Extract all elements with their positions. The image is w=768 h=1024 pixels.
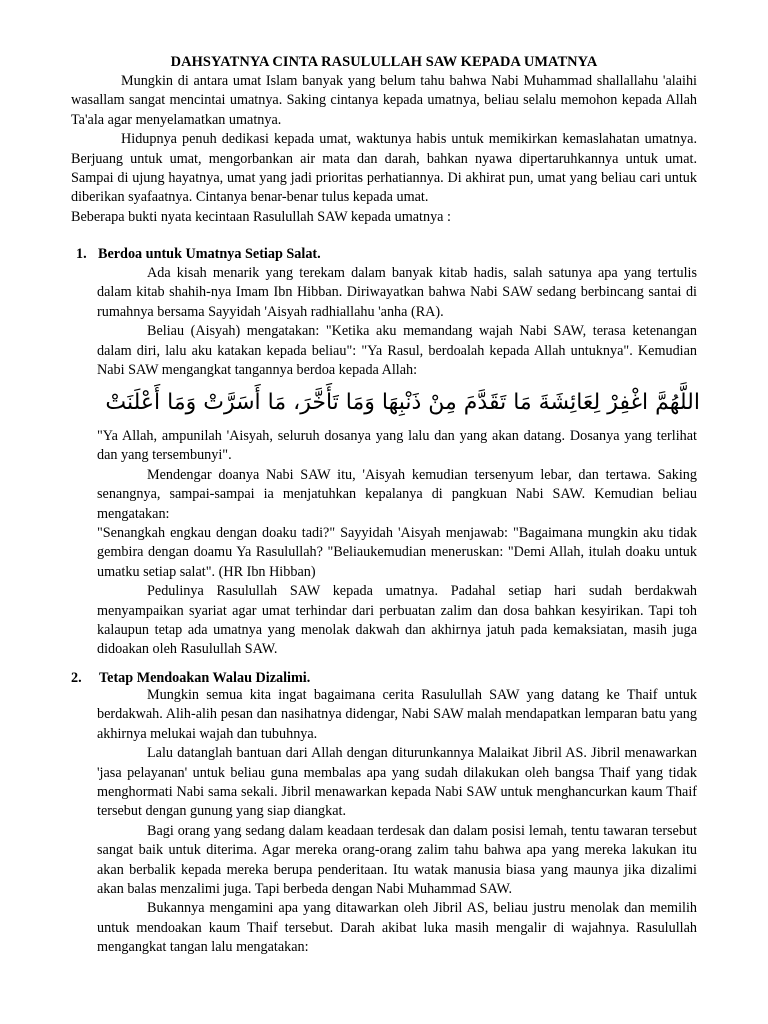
arabic-prayer: اللَّهُمَّ اغْفِرْ لِعَائِشَةَ مَا تَقَدَّمَ مِنْ ذَنْبِهَا وَمَا تَأَخَّرَ، مَا أَسَرَّتْ وَمَا أَعْلَنَتْ [105, 390, 700, 415]
section1-title: Berdoa untuk Umatnya Setiap Salat. [98, 246, 321, 262]
section2-paragraph-3: Bagi orang yang sedang dalam keadaan terdesak dan dalam posisi lemah, tentu tawaran tersebut sangat baik untuk diterima. Agar mereka orang-orang zalim tahu bahwa apa yang mereka lakukan itu akan berbalik kepada mereka berupa penderitaan. Itu watak manusia biasa yang maunya jika dizalimi akan balas menzalimi juga. Tapi berbeda dengan Nabi Muhammad SAW. [97, 822, 697, 898]
section1-heading [76, 245, 321, 264]
section2-paragraph-1: Mungkin semua kita ingat bagaimana cerita Rasulullah SAW yang datang ke Thaif untuk berdakwah. Alih-alih pesan dan nasihatnya didengar, Nabi SAW malah mendapatkan lemparan batu yang akhirnya melukai wajah dan tubuhnya. [97, 687, 697, 742]
section1-block-b [97, 427, 697, 660]
section1-paragraph-5: "Senangkah engkau dengan doaku tadi?" Sayyidah 'Aisyah menjawab: "Bagaimana mungkin aku tidak gembira dengan doamu Ya Rasulullah? "Beliaukemudian meneruskan: "Demi Allah, itulah doaku untuk umatku setiap salat". (HR Ibn Hibban) [97, 525, 697, 580]
section2-title: Tetap Mendoakan Walau Dizalimi. [99, 670, 311, 686]
section1-paragraph-3: "Ya Allah, ampunilah 'Aisyah, seluruh dosanya yang lalu dan yang akan datang. Dosanya yang terlihat dan yang tersembunyi". [97, 428, 697, 464]
intro-paragraph-2: Hidupnya penuh dedikasi kepada umat, waktunya habis untuk memikirkan kemaslahatan umatnya. Berjuang untuk umat, mengorbankan air mata dan darah, bahkan nyawa dipertaruhkannya untuk umat. Sampai di ujung hayatnya, umat yang jadi prioritas perhatiannya. Di akhirat pun, umat yang beliau cari untuk diberikan syafaatnya. Cintanya benar-benar tulus kepada umat. [71, 131, 697, 206]
section2-number: 2. [71, 670, 82, 686]
intro-paragraph-1: Mungkin di antara umat Islam banyak yang belum tahu bahwa Nabi Muhammad shallallahu 'alaihi wasallam sangat mencintai umatnya. Saking cintanya kepada umatnya, beliau selalu memohon kepada Allah Ta'ala agar menyelamatkan umatnya. [71, 73, 697, 128]
intro-block [71, 72, 697, 227]
intro-paragraph-3: Beberapa bukti nyata kecintaan Rasulullah SAW kepada umatnya : [71, 208, 451, 225]
section1-paragraph-4: Mendengar doanya Nabi SAW itu, 'Aisyah kemudian tersenyum lebar, dan tertawa. Saking senangnya, sampai-sampai ia menjatuhkan kepalanya di pangkuan Nabi SAW. Kemudian beliau mengatakan: [97, 466, 697, 522]
section2-paragraph-4: Bukannya mengamini apa yang ditawarkan oleh Jibril AS, beliau justru menolak dan memilih untuk mendoakan kaum Thaif tersebut. Darah akibat luka masih mengalir di wajahnya. Rasulullah mengangkat tangan lalu mengatakan: [97, 900, 697, 956]
section2-block [97, 686, 697, 958]
section1-block-a [97, 264, 697, 380]
section1-paragraph-1: Ada kisah menarik yang terekam dalam banyak kitab hadis, salah satunya apa yang tertulis dalam kitab shahih-nya Imam Ibn Hibban. Diriwayatkan bahwa Nabi SAW sedang berbincang santai di rumahnya bersama Sayyidah 'Aisyah radhiallahu 'anha (RA). [97, 265, 697, 320]
section1-paragraph-6: Pedulinya Rasulullah SAW kepada umatnya. Padahal setiap hari sudah berdakwah menyampaikan syariat agar umat terhindar dari perbuatan zalim dan dosa bahkan kesyirikan. Tapi toh kalaupun tetap ada umatnya yang menolak dakwah dan akhirnya jatuh pada kemaksiatan, masih juga didoakan oleh Rasulullah SAW. [97, 583, 697, 658]
section2-paragraph-2: Lalu datanglah bantuan dari Allah dengan diturunkannya Malaikat Jibril AS. Jibril menawarkan 'jasa pelayanan' untuk beliau guna membalas apa yang sudah dilakukan oleh bangsa Thaif yang tidak menghormati Nabi sama sekali. Jibril menawarkan kepada Nabi SAW untuk menghancurkan kaum Thaif tersebut dengan gunung yang siap diangkat. [97, 745, 697, 820]
document-title: DAHSYATNYA CINTA RASULULLAH SAW KEPADA UMATNYA [170, 54, 598, 70]
section1-paragraph-2: Beliau (Aisyah) mengatakan: "Ketika aku memandang wajah Nabi SAW, terasa ketenangan dalam diri, lalu aku katakan kepada beliau": "Ya Rasul, berdoalah kepada Allah untuknya". Kemudian Nabi SAW mengangkat tangannya berdoa kepada Allah: [97, 323, 697, 379]
section1-number: 1. [76, 246, 87, 262]
